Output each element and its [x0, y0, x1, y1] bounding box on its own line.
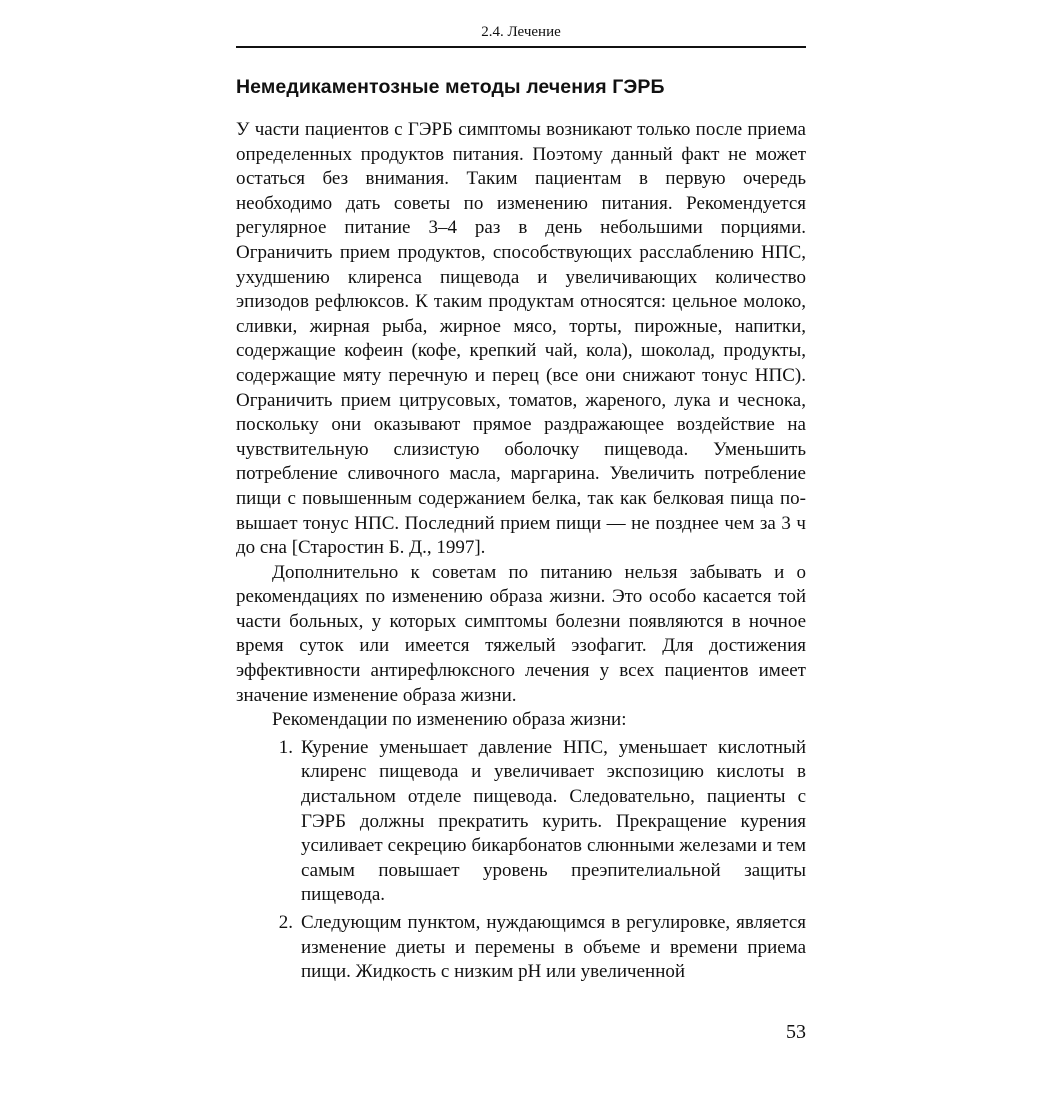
list-item-number: 1. [278, 736, 293, 758]
list-item-text: Курение уменьшает давление НПС, уменьшает кислотный клиренс пищевода и увеличивает экспозицию кислоты в дистальном отделе пищевода. Следовательно, пациенты с ГЭРБ должны прекратить курить. Прекращение курения усиливает секрецию бикарбонатов слюнными железами и тем самым повышает уровень преэпителиальной защиты пищевода. [301, 736, 806, 906]
book-page [236, 22, 806, 1082]
paragraph-lifestyle: Дополнительно к советам по питанию нельзя забывать и о рекомендациях по изменению образа жизни. Это особо касается той части больных, у которых симптомы болезни появляются в ночное время суток или имеется тяжелый эзофагит. Для достижения эффективности антирефлюксного лечения у всех пациентов имеет значение изменение образа жизни. [236, 561, 806, 706]
list-item [236, 736, 806, 908]
paragraph-recommendations-intro: Рекомендации по изменению образа жизни: [272, 709, 627, 731]
header-rule [236, 46, 806, 48]
recommendations-list [236, 736, 806, 985]
section-title: Немедикаментозные методы лечения ГЭРБ [236, 76, 665, 98]
list-item [236, 911, 806, 985]
page-number: 53 [786, 1021, 806, 1043]
body-text [236, 118, 806, 985]
paragraph-diet: У части пациентов с ГЭРБ симптомы возникают только после приема определенных продуктов питания. Поэтому данный факт не может остаться без внимания. Таким пациентам в первую очередь необходимо дать советы по изменению питания. Рекомендуется регулярное питание 3–4 раз в день небольшими порциями. Ограничить прием продуктов, способствующих расслаблению НПС, ухудшению клиренса пищевода и увеличивающих количество эпизодов рефлюксов. К таким продуктам относятся: цельное молоко, сливки, жирная рыба, жирное мясо, торты, пирожные, напитки, содержащие кофеин (кофе, крепкий чай, кола), шоколад, продукты, содержащие мяту перечную и перец (все они снижают тонус НПС). Ограничить прием цитрусовых, томатов, жареного, лука и чеснока, поскольку они оказывают прямое раздражающее воздействие на чувствительную слизистую оболочку пищевода. Уменьшить потребление сливочного масла, маргарина. Увеличить потребление пищи с повышенным содержанием белка, так как белковая пища повышает тонус НПС. Последний прием пищи — не позднее чем за 3 ч до сна [Старостин Б. Д., 1997]. [236, 119, 806, 559]
list-item-text: Следующим пунктом, нуждающимся в регулировке, является изменение диеты и перемены в объеме и времени приема пищи. Жидкость с низким pH или увеличенной [301, 912, 806, 983]
running-header: 2.4. Лечение [481, 24, 561, 40]
list-item-number: 2. [278, 912, 293, 933]
